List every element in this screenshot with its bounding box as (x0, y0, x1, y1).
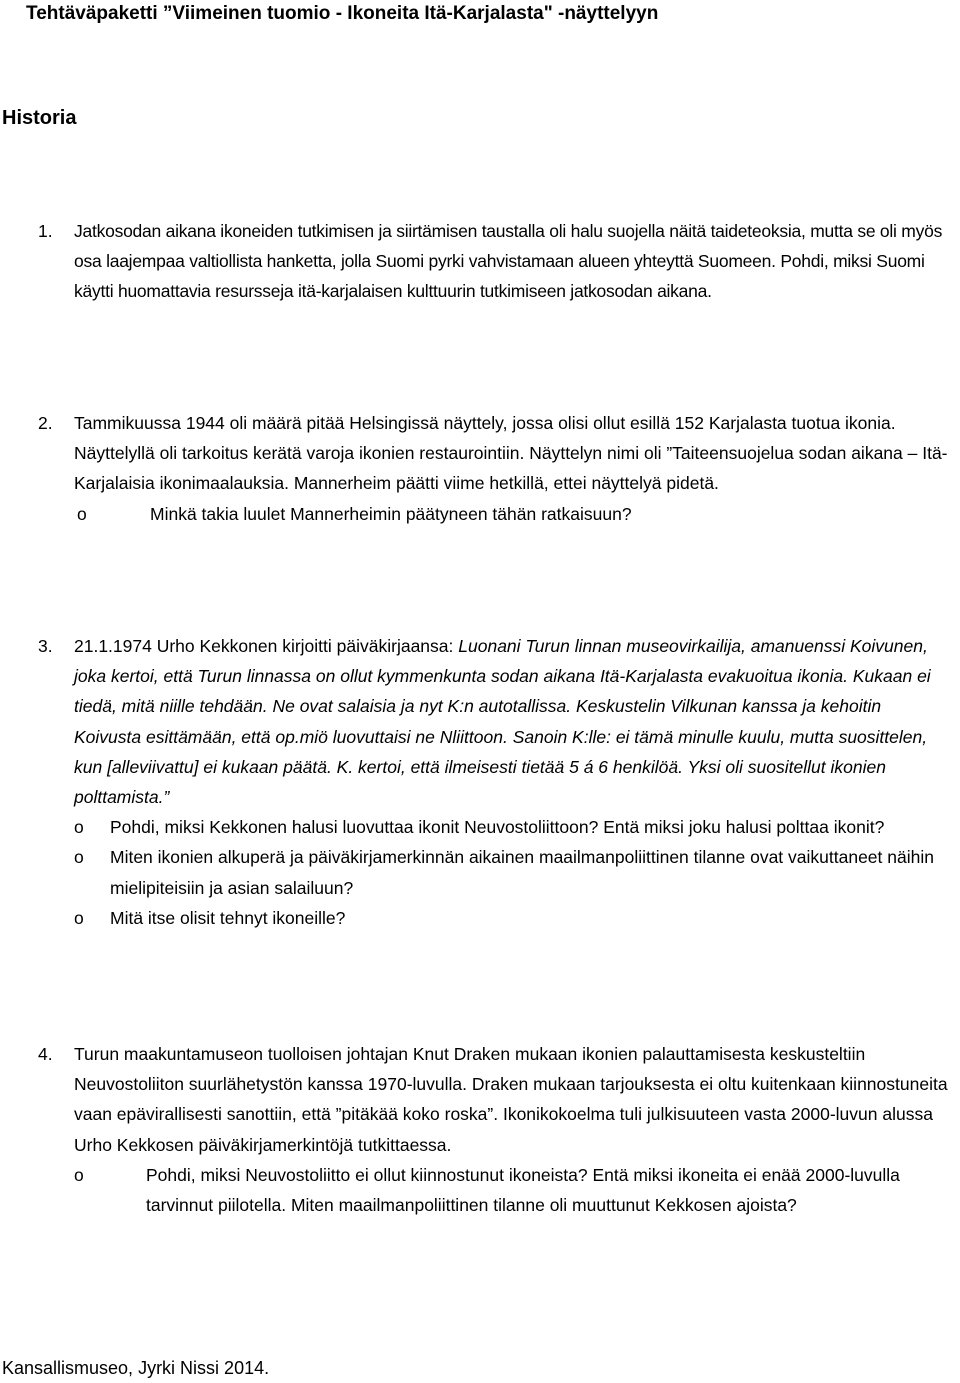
question-3-number: 3. (38, 636, 53, 656)
question-1-context: Jatkosodan aikana ikoneiden tutkimisen ja siirtämisen taustalla oli halu suojella näitä taideteoksia, mutta se oli myös osa laajempaa valtiollista hanketta, jolla Suomi pyrki vahvistamaan alueen yhteyttä Suomeen. (74, 221, 943, 272)
bullet-marker: o (77, 503, 87, 524)
footer-credit: Kansallismuseo, Jyrki Nissi 2014. (2, 1358, 270, 1378)
question-2-bullet-text: Minkä takia luulet Mannerheimin päätyneen tähän ratkaisuun? (150, 503, 632, 524)
question-4-text: Turun maakuntamuseon tuolloisen johtajan Knut Draken mukaan ikonien palauttamisesta keskusteltiin Neuvostoliiton suurlähetystön kanssa 1970-luvulla. Draken mukaan tarjouksesta ei oltu kuitenkaan kiinnostuneita vaan epävirallisesti sanottiin, että ”pitäkää koko roska”. Ikonikokoelma tuli julkisuuteen vasta 2000-luvun alussa Urho Kekkosen päiväkirjamerkintöjä tutkittaessa. (74, 1044, 948, 1155)
question-2-text: Tammikuussa 1944 oli määrä pitää Helsingissä näyttely, jossa olisi ollut esillä 152 Karjalasta tuotua ikonia. Näyttelyllä oli tarkoitus kerätä varoja ikonien restaurointiin. Näyttelyn nimi oli ”Taiteensuojelua sodan aikana – Itä-Karjalaisia ikonimaalauksia. Mannerheim päätti viime hetkillä, ettei näyttelyä pidetä. (74, 413, 948, 494)
question-1 (0, 216, 948, 307)
question-4-bullet-text: Pohdi, miksi Neuvostoliitto ei ollut kiinnostunut ikoneista? Entä miksi ikoneita ei enää 2000-luvulla tarvinnut piilotella. Miten maailmanpoliittinen tilanne oli muuttunut Kekkosen ajoista? (146, 1164, 900, 1216)
question-3-bullet-1-text: Pohdi, miksi Kekkonen halusi luovuttaa ikonit Neuvostoliittoon? Entä miksi joku halusi polttaa ikonit? (110, 817, 885, 838)
question-4 (0, 1039, 948, 1220)
bullet-marker: o (74, 907, 84, 928)
question-1-number: 1. (38, 221, 53, 241)
question-2 (0, 408, 948, 529)
question-1-text (74, 216, 948, 307)
question-4-bullet (74, 1160, 948, 1220)
question-3-intro: 21.1.1974 Urho Kekkonen kirjoitti päiväkirjaansa: (74, 636, 454, 656)
section-heading: Historia (2, 107, 77, 129)
question-3-bullet-2 (74, 842, 948, 902)
question-4-number: 4. (38, 1044, 53, 1064)
bullet-marker: o (74, 1164, 84, 1185)
question-3-bullet-3 (74, 903, 948, 933)
bullet-marker: o (74, 817, 84, 838)
question-3-bullet-3-text: Mitä itse olisit tehnyt ikoneille? (110, 907, 346, 928)
question-1-prompt: Pohdi, miksi Suomi käytti huomattavia resursseja itä-karjalaisen kulttuurin tutkimiseen jatkosodan aikana. (74, 251, 925, 302)
document-title: Tehtäväpaketti ”Viimeinen tuomio - Ikoneita Itä-Karjalasta" -näyttelyyn (26, 3, 659, 24)
question-3 (0, 631, 948, 933)
question-2-bullet (77, 499, 948, 529)
question-2-number: 2. (38, 413, 53, 433)
bullet-marker: o (74, 847, 84, 868)
question-3-bullet-2-text: Miten ikonien alkuperä ja päiväkirjamerkinnän aikainen maailmanpoliittinen tilanne ovat vaikuttaneet näihin mielipiteisiin ja asian salailuun? (110, 847, 934, 898)
question-3-text (74, 631, 948, 812)
diary-quote: Luonani Turun linnan museovirkailija, amanuenssi Koivunen, joka kertoi, että Turun linnassa on ollut kymmenkunta sodan aikana Itä-Karjalasta evakuoitua ikonia. Kukaan ei tiedä, mitä niille tehdään. Ne ovat salaisia ja nyt K:n autotallissa. Keskustelin Vilkunan kanssa ja kehoitin Koivusta esittämään, että op.miö luovuttaisi ne Nliittoon. Sanoin K:lle: ei tämä minulle kuulu, mutta suosittelen, kun [alleviivattu] ei kukaan päätä. K. kertoi, että ilmeisesti tietää 5 á 6 henkilöä. Yksi oli suositellut ikonien polttamista.” (74, 636, 931, 808)
question-3-bullet-1 (74, 812, 948, 842)
